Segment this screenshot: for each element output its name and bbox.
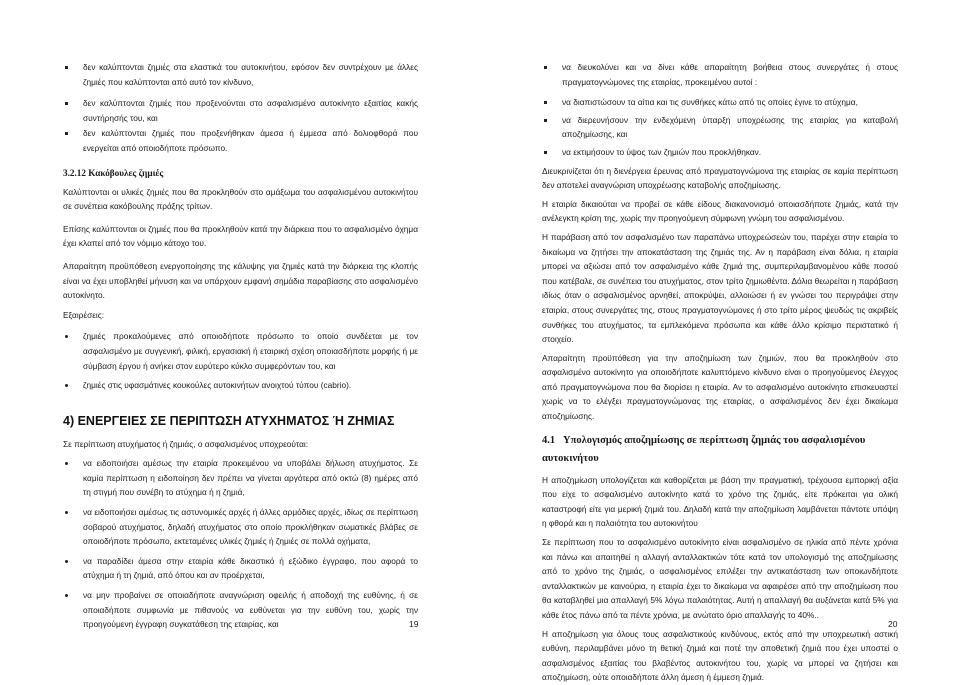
chapter-heading: 4) ΕΝΕΡΓΕΙΕΣ ΣΕ ΠΕΡΙΠΤΩΣΗ ΑΤΥΧΗΜΑΤΟΣ Ή ΖΗΜΙΑΣ xyxy=(63,413,395,428)
paragraph: Η αποζημίωση για όλους τους ασφαλιστικούς κινδύνους, εκτός από την υποχρεωτική αστική ευθύνη, περιλαμβάνει μόνο τη θετική ζημιά και ποτέ την αποθετική ζημιά που έχει υποστεί ο ασφαλισμένος εξαιτίας του βλαβέντος αυτοκινήτου του, χωρίς να μπορεί να ζητήσει και αποζημίωση, ούτε οποιαδήποτε άλλη άμεση ή έμμεση ζημιά. xyxy=(542,628,898,683)
paragraph: Σε περίπτωση ατυχήματος ή ζημιάς, ο ασφαλισμένος υποχρεούται: xyxy=(63,438,309,449)
list-item: ζημιές προκαλούμενες από οποιοδήποτε πρόσωπο το οποίο συνδέεται με τον ασφαλισμένο με συγγενική, φιλική, εργασιακή ή εταιρική σχέση οποιασδήποτε μορφής ή με σύμβαση έργου ή ανήκει στον ευρύτερο κύκλο συμφερόντων του, και xyxy=(83,331,418,371)
section-heading: 4.1 Υπολογισμός αποζημίωσης σε περίπτωση ζημιάς του ασφαλισμένου αυτοκινήτου xyxy=(542,434,866,465)
list-item: να ειδοποιήσει αμέσως την εταιρία προκειμένου να υποβάλει δήλωση ατυχήματος. Σε καμία περίπτωση η ειδοποίηση δεν πρέπει να γίνεται αργότερα από οκτώ (8) ημέρες από τη στιγμή που συνέβη το ατύχημα ή η ζημιά, xyxy=(83,458,418,498)
list-item: να διερευνήσουν την ενδεχόμενη ύπαρξη υποχρέωσης της εταιρίας για καταβολή αποζημίωσης, και xyxy=(562,114,898,140)
exceptions-label: Εξαιρέσεις: xyxy=(63,309,105,320)
list-item: να ειδοποιήσει αμέσως τις αστυνομικές αρχές ή άλλες αρμόδιες αρχές, ιδίως σε περίπτωση σοβαρού ατυχήματος, δηλαδή ατυχήματος στο οποίο προκλήθηκαν σωματικές βλάβες σε οποιοδήποτε πρόσωπο, εκτεταμένες υλικές ζημιές ή ζημιές σε πολλά οχήματα, xyxy=(83,507,418,547)
list-item: δεν καλύπτονται ζημιές που προξενήθηκαν άμεσα ή έμμεσα από δολιοφθορά που ενεργείται από οποιοδήποτε πρόσωπο. xyxy=(83,128,418,153)
list-item: δεν καλύπτονται ζημιές που προξενούνται στο ασφαλισμένο αυτοκίνητο εξαιτίας κακής συντήρησής του, και xyxy=(83,98,418,123)
paragraph: Απαραίτητη προϋπόθεση ενεργοποίησης της κάλυψης για ζημιές κατά την διάρκεια της κλοπής είναι να έχει υποβληθεί μήνυση και να υπάρχουν εμφανή σημάδια παραβίασης στο ασφαλισμένο αυτοκίνητο. xyxy=(63,260,418,301)
right-page xyxy=(480,0,960,683)
paragraph: Η παράβαση από τον ασφαλισμένο των παραπάνω υποχρεώσεών του, παρέχει στην εταιρία το δικαίωμα να ζητήσει την αποκατάσταση της ζημιάς της. Αν η παράβαση είναι δόλια, η εταιρία μπορεί να αξιώσει από τον ασφαλισμένο κάθε ζημιά της, συμπεριλαμβανομένου κάθε ποσού που κατέβαλε, σε συνέπεια του ατυχήματος, στον τρίτο ζημιωθέντα. Δόλια θεωρείται η παράβαση ιδίως όταν ο ασφαλισμένος αρνηθεί, αποκρύψει, αλλοιώσει ή εν γνώσει του περιγράψει στην εταιρία, στους συνεργάτες της, στους πραγματογνώμονες ή στο τρίτο μέρος ψευδώς τις ακριβείς συνθήκες του ατυχήματος, τα εμπλεκόμενα πρόσωπα και κάθε άλλο κρίσιμο περιστατικό ή στοιχείο. xyxy=(542,231,898,345)
list-item: να διαπιστώσουν τα αίτια και τις συνθήκες κάτω από τις οποίες έγινε το ατύχημα, xyxy=(562,97,858,108)
paragraph: Διευκρινίζεται ότι η διενέργεια έρευνας από πραγματογνώμονα της εταιρίας σε καμία περίπτωση δεν αποτελεί αναγνώριση υποχρέωσης καταβολής αποζημίωσης. xyxy=(542,165,898,191)
list-item: να παραδίδει άμεσα στην εταιρία κάθε δικαστικό ή εξώδικο έγγραφο, που αφορά το ατύχημα ή τη ζημιά, από όπου και αν προέρχεται, xyxy=(83,555,418,581)
right-page-content xyxy=(542,60,898,685)
paragraph: Απαραίτητη προϋπόθεση για την αποζημίωση των ζημιών, που θα προκληθούν στο ασφαλισμένο αυτοκίνητο για οποιοδήποτε καλυπτόμενο κίνδυνο είναι ο προηγούμενος έλεγχος από πραγματογνώμονα που θα διορίσει η εταιρία. Αν το ασφαλισμένο αυτοκίνητο επισκευαστεί χωρίς να το ελέγξει πραγματογνώμονας της εταιρίας, ο ασφαλισμένος δεν έχει δικαίωμα αποζημίωσης. xyxy=(542,352,898,422)
paragraph: Σε περίπτωση που το ασφαλισμένο αυτοκίνητο είναι ασφαλισμένο σε ηλικία από πέντε χρόνια και πάνω και απαιτηθεί η αλλαγή ανταλλακτικών τότε κατά τον υπολογισμό της αποζημίωσης από το χρόνο της ζημιάς, ο ασφαλισμένος επιλέξει την αντικατάσταση των οποιωνδήποτε ανταλλακτικών με καινούρια, η εταιρία έχει το δικαίωμα να αφαιρέσει από την αποζημίωση που θα καταβληθεί μια απαλλαγή 5% λόγω παλαιότητας. Αυτή η απαλλαγή θα αυξάνεται κατά 5% για κάθε έτος πάνω από τα πέντε χρόνια, με ανώτατο όριο απαλλαγής το 40%.. xyxy=(542,537,898,620)
list-item: δεν καλύπτονται ζημιές στα ελαστικά του αυτοκινήτου, εφόσον δεν συντρέχουν με άλλες ζημιές που καλύπτονται από αυτό τον κίνδυνο, xyxy=(83,62,418,87)
list-item: να μην προβαίνει σε οποιαδήποτε αναγνώριση οφειλής ή αποδοχή της ευθύνης, ή σε οποιαδήποτε συμφωνία με πιθανούς να ευθύνεται για την ευθύνη του, χωρίς την προηγούμενη έγγραφη συγκατάθεση της εταιρίας, και xyxy=(83,590,418,630)
paragraph: Καλύπτονται οι υλικές ζημιές που θα προκληθούν στο αμάξωμα του ασφαλισμένου αυτοκινήτου σε συνέπεια κακόβουλης πράξης τρίτων. xyxy=(63,186,418,212)
paragraph: Η εταιρία δικαιούται να προβεί σε κάθε είδους διακανονισμό οποιασδήποτε ζημιάς, κατά την ανέλεγκτη κρίση της, χωρίς την προηγούμενη σύμφωνη γνώμη του ασφαλισμένου. xyxy=(542,198,898,224)
page-number: 19 xyxy=(409,619,419,629)
list-item: να διευκολύνει και να δίνει κάθε απαραίτητη βοήθεια στους συνεργάτες ή στους πραγματογνώμονες της εταιρίας, προκειμένου αυτοί : xyxy=(562,62,898,87)
paragraph: Η αποζημίωση υπολογίζεται και καθορίζεται με βάση την πραγματική, τρέχουσα εμπορική αξία που είχε το ασφαλισμένο αυτοκίνητο κατά το χρόνο της ζημιάς, είτε πρόκειται για ολική καταστροφή είτε για μερική ζημιά του. Δηλαδή κατά την αποζημίωση λαμβάνεται πάντοτε υπόψη η φθορά και η παλαιότητα του αυτοκινήτου xyxy=(542,474,898,529)
page-number: 20 xyxy=(888,619,898,629)
left-page-content xyxy=(63,60,418,632)
list-item: να εκτιμήσουν το ύψος των ζημιών που προκλήθηκαν. xyxy=(562,146,762,157)
paragraph: Επίσης καλύπτονται οι ζημιές που θα προκληθούν κατά την διάρκεια που το ασφαλισμένο όχημα έχει κλαπεί από τον νόμιμο κάτοχο του. xyxy=(63,223,418,249)
section-heading: 3.2.12 Κακόβουλες ζημιές xyxy=(63,167,164,178)
list-item: ζημιές στις υφασμάτινες κουκούλες αυτοκινήτων ανοιχτού τύπου (cabrio). xyxy=(83,380,352,391)
left-page xyxy=(0,0,480,674)
